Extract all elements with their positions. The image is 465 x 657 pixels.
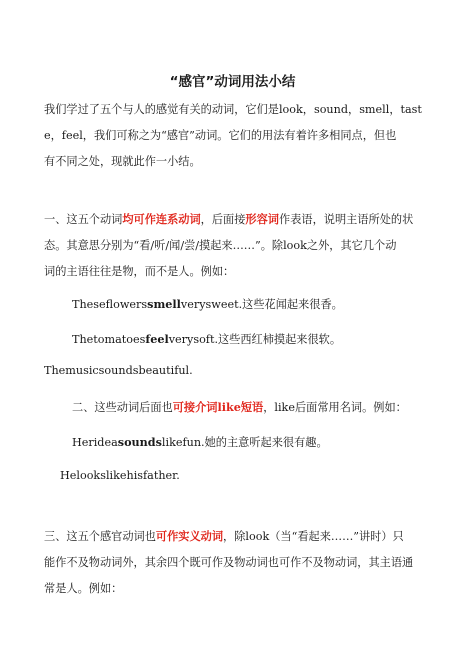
example-text: Thetomatoes <box>72 333 146 346</box>
example-1 <box>72 296 343 312</box>
example-4 <box>72 434 328 450</box>
section3-line-3: 常是人。例如： <box>44 582 123 595</box>
section3-line-1 <box>44 528 404 544</box>
example-verb: smell <box>147 297 181 311</box>
example-5: Helookslikehisfather. <box>60 469 180 482</box>
example-verb: feel <box>145 332 169 346</box>
section2-line-1 <box>72 399 407 415</box>
section2-text: 二、这些动词后面也 <box>72 401 173 414</box>
document-title: “感官”动词用法小结 <box>169 74 296 90</box>
example-text: verysoft.这些西红柿摸起来很软。 <box>168 333 342 346</box>
example-text: verysweet.这些花闻起来很香。 <box>180 298 343 311</box>
section2-highlight-like-phrase: 可接介词like短语 <box>172 400 264 414</box>
section3-text: ，除look（当“看起来……”讲时）只 <box>223 530 404 543</box>
intro-line-1: 我们学过了五个与人的感觉有关的动词，它们是look，sound，smell，tast <box>44 103 422 116</box>
section1-highlight-linking-verb: 均可作连系动词 <box>122 212 201 226</box>
example-3: Themusicsoundsbeautiful. <box>44 364 193 377</box>
section1-highlight-adjective: 形容词 <box>245 212 279 226</box>
section1-text: 作表语，说明主语所处的状 <box>279 213 414 226</box>
section1-line-1 <box>44 211 413 227</box>
example-2 <box>72 331 341 347</box>
section1-line-3: 词的主语往往是物，而不是人。例如： <box>44 265 235 278</box>
section1-line-2: 态。其意思分别为“看/听/闻/尝/摸起来……”。除look之外，其它几个动 <box>44 239 397 252</box>
example-verb: sounds <box>117 435 162 449</box>
section3-text: 三、这五个感官动词也 <box>44 530 156 543</box>
example-text: likefun.她的主意听起来很有趣。 <box>161 436 328 449</box>
section1-text: ，后面接 <box>200 213 246 226</box>
example-text: Heridea <box>72 436 118 449</box>
section1-text: 一、这五个动词 <box>44 213 123 226</box>
section3-highlight-notional-verb: 可作实义动词 <box>155 529 224 543</box>
section2-text: ，like后面常用名词。例如： <box>263 401 407 414</box>
intro-line-2: e，feel，我们可称之为“感官”动词。它们的用法有着许多相同点，但也 <box>44 129 397 142</box>
example-text: Theseflowers <box>72 298 148 311</box>
intro-line-3: 有不同之处，现就此作一小结。 <box>44 155 201 168</box>
section3-line-2: 能作不及物动词外，其余四个既可作及物动词也可作不及物动词，其主语通 <box>44 556 414 569</box>
